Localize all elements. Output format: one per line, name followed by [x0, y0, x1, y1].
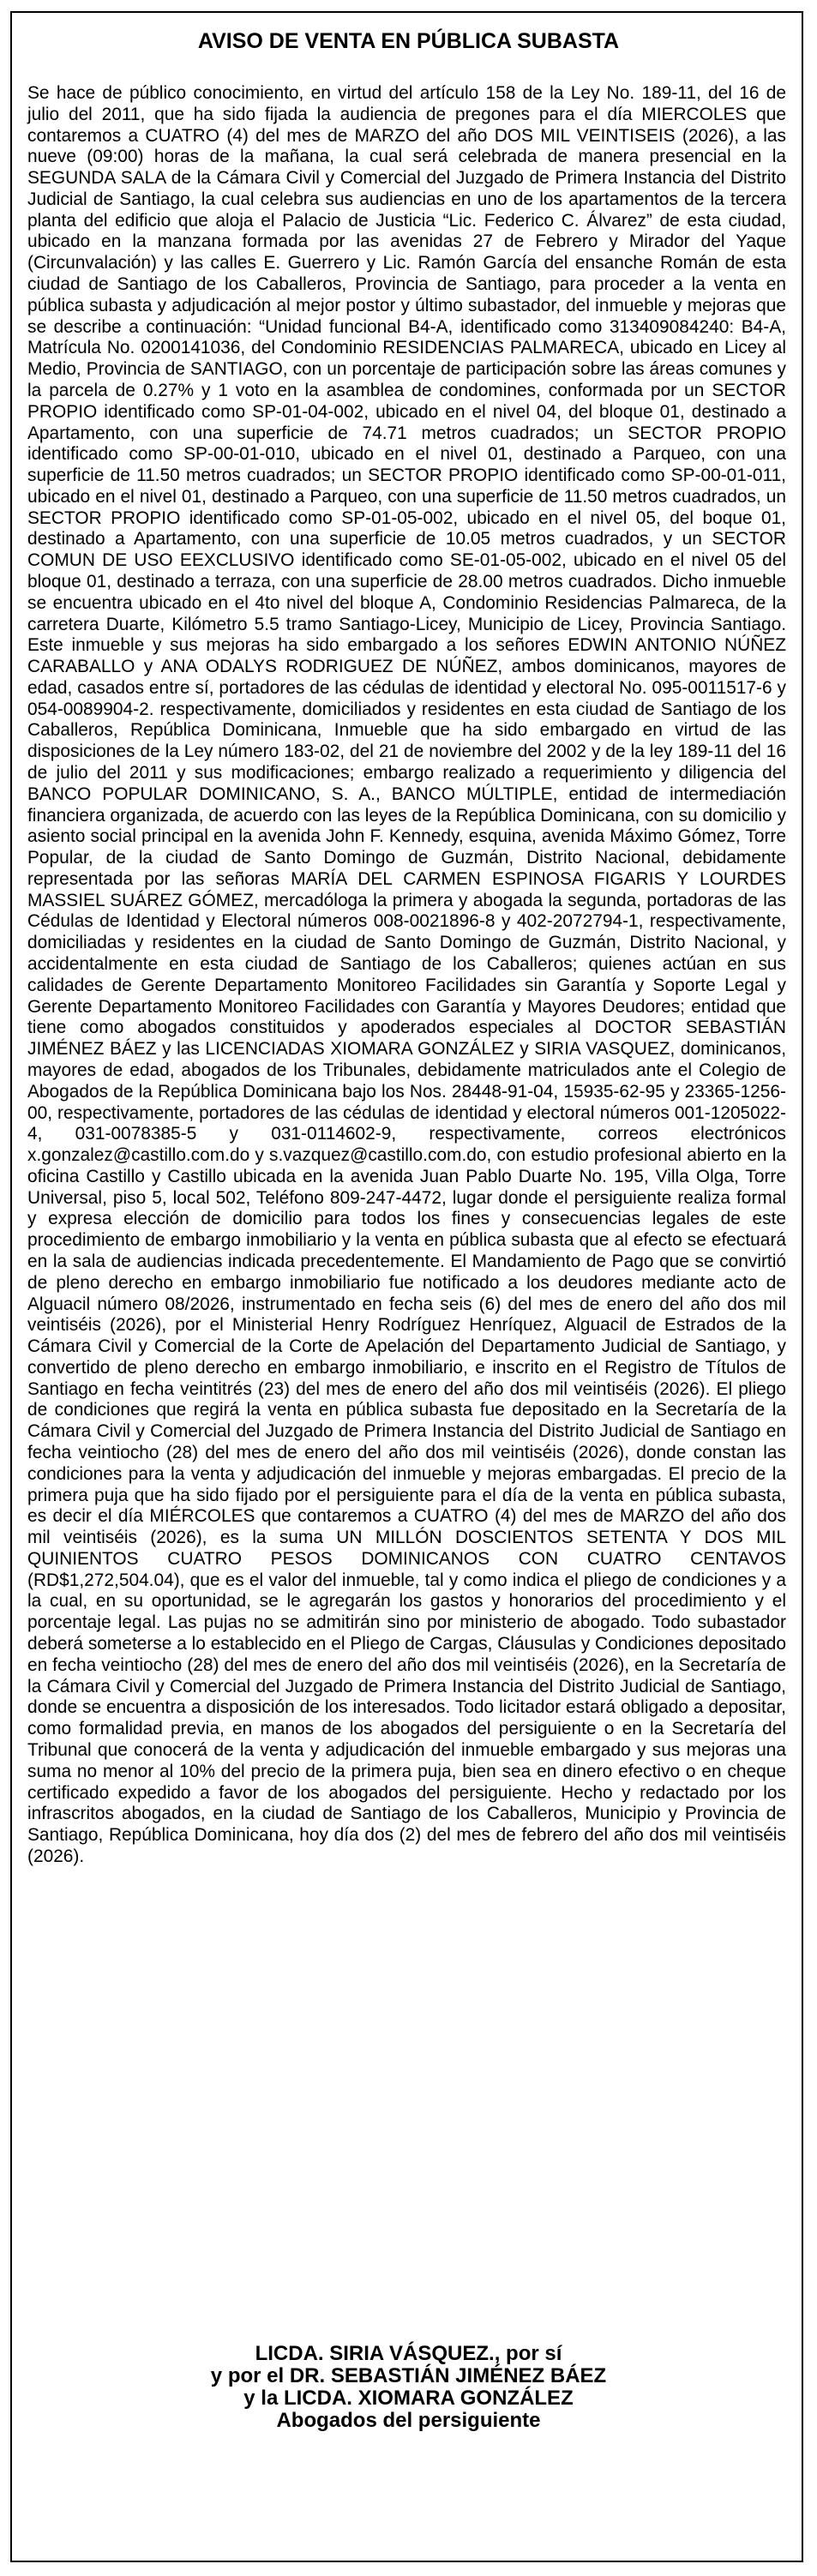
signature-line-3: y la LICDA. XIOMARA GONZÁLEZ [243, 2387, 574, 2410]
signature-line-2: y por el DR. SEBASTIÁN JIMÉNEZ BÁEZ [210, 2364, 607, 2387]
signature-line-1: LICDA. SIRIA VÁSQUEZ., por sí [255, 2342, 562, 2365]
notice-title: AVISO DE VENTA EN PÚBLICA SUBASTA [197, 29, 620, 53]
signature-line-4: Abogados del persiguiente [276, 2409, 541, 2432]
signature-block [0, 2343, 817, 2432]
notice-body: Se hace de público conocimiento, en virtud del artículo 158 de la Ley No. 189-11, del 16 de julio del 2011, que ha sido fijada la audiencia de pregones para el día MIERCOLES que contaremos a CUATRO (4) del mes de MARZO del año DOS MIL VEINTISEIS (2026), a las nueve (09:00) horas de la mañana, la cual será celebrada de manera presencial en la SEGUNDA SALA de la Cámara Civil y Comercial del Juzgado de Primera Instancia del Distrito Judicial de Santiago, la cual celebra sus audiencias en uno de los apartamentos de la tercera planta del edificio que aloja el Palacio de Justicia “Lic. Federico C. Álvarez” de esta ciudad, ubicado en la manzana formada por las avenidas 27 de Febrero y Mirador del Yaque (Circunvalación) y las calles E. Guerrero y Lic. Ramón García del ensanche Román de esta ciudad de Santiago de los Caballeros, Provincia de Santiago, para proceder a la venta en pública subasta y adjudicación al mejor postor y último subastador, del inmueble y mejoras que se describe a continuación: “Unidad funcional B4-A, identificado como 313409084240: B4-A, Matrícula No. 0200141036, del Condominio RESIDENCIAS PALMARECA, ubicado en Licey al Medio, Provincia de SANTIAGO, con un porcentaje de participación sobre las áreas comunes y la parcela de 0.27% y 1 voto en la asamblea de condomines, conformada por un SECTOR PROPIO identificado como SP-01-04-002, ubicado en el nivel 04, del bloque 01, destinado a Apartamento, con una superficie de 74.71 metros cuadrados; un SECTOR PROPIO identificado como SP-00-01-010, ubicado en el nivel 01, destinado a Parqueo, con una superficie de 11.50 metros cuadrados; un SECTOR PROPIO identificado como SP-00-01-011, ubicado en el nivel 01, destinado a Parqueo, con una superficie de 11.50 metros cuadrados, un SECTOR PROPIO identificado como SP-01-05-002, ubicado en el nivel 05, del boque 01, destinado a Apartamento, con una superficie de 10.05 metros cuadrados, y un SECTOR COMUN DE USO EEXCLUSIVO identificado como SE-01-05-002, ubicado en el nivel 05 del bloque 01, destinado a terraza, con una superficie de 28.00 metros cuadrados. Dicho inmueble se encuentra ubicado en el 4to nivel del bloque A, Condominio Residencias Palmareca, de la carretera Duarte, Kilómetro 5.5 tramo Santiago-Licey, Municipio de Licey, Provincia Santiago. Este inmueble y sus mejoras ha sido embargado a los señores EDWIN ANTONIO NÚÑEZ CARABALLO y ANA ODALYS RODRIGUEZ DE NÚÑEZ, ambos dominicanos, mayores de edad, casados entre sí, portadores de las cédulas de identidad y electoral No. 095-0011517-6 y 054-0089904-2. respectivamente, domiciliados y residentes en esta ciudad de Santiago de los Caballeros, República Dominicana, Inmueble que ha sido embargado en virtud de las disposiciones de la Ley número 183-02, del 21 de noviembre del 2002 y de la ley 189-11 del 16 de julio del 2011 y sus modificaciones; embargo realizado a requerimiento y diligencia del BANCO POPULAR DOMINICANO, S. A., BANCO MÚLTIPLE, entidad de intermediación financiera organizada, de acuerdo con las leyes de la República Dominicana, con su domicilio y asiento social principal en la avenida John F. Kennedy, esquina, avenida Máximo Gómez, Torre Popular, de la ciudad de Santo Domingo de Guzmán, Distrito Nacional, debidamente representada por las señoras MARÍA DEL CARMEN ESPINOSA FIGARIS Y LOURDES MASSIEL SUÁREZ GÓMEZ, mercadóloga la primera y abogada la segunda, portadoras de las Cédulas de Identidad y Electoral números 008-0021896-8 y 402-2072794-1, respectivamente, domiciliadas y residentes en la ciudad de Santo Domingo de Guzmán, Distrito Nacional, y accidentalmente en esta ciudad de Santiago de los Caballeros; quienes actúan en sus calidades de Gerente Departamento Monitoreo Facilidades sin Garantía y Soporte Legal y Gerente Departamento Monitoreo Facilidades con Garantía y Mayores Deudores; entidad que tiene como abogados constituidos y apoderados especiales al DOCTOR SEBASTIÁN JIMÉNEZ BÁEZ y las LICENCIADAS XIOMARA GONZÁLEZ y SIRIA VASQUEZ, dominicanos, mayores de edad, abogados de los Tribunales, debidamente matriculados ante el Colegio de Abogados de la República Dominicana bajo los Nos. 28448-91-04, 15935-62-95 y 23365-1256-00, respectivamente, portadores de las cédulas de identidad y electoral números 001-1205022-4, 031-0078385-5 y 031-0114602-9, respectivamente, correos electrónicos x.gonzalez@castillo.com.do y s.vazquez@castillo.com.do, con estudio profesional abierto en la oficina Castillo y Castillo ubicada en la avenida Juan Pablo Duarte No. 195, Villa Olga, Torre Universal, piso 5, local 502, Teléfono 809-247-4472, lugar donde el persiguiente realiza formal y expresa elección de domicilio para todos los fines y consecuencias legales de este procedimiento de embargo inmobiliario y la venta en pública subasta que al efecto se efectuará en la sala de audiencias indicada precedentemente. El Mandamiento de Pago que se convirtió de pleno derecho en embargo inmobiliario fue notificado a los deudores mediante acto de Alguacil número 08/2026, instrumentado en fecha seis (6) del mes de enero del año dos mil veintiséis (2026), por el Ministerial Henry Rodríguez Henríquez, Alguacil de Estrados de la Cámara Civil y Comercial de la Corte de Apelación del Departamento Judicial de Santiago, y convertido de pleno derecho en embargo inmobiliario, e inscrito en el Registro de Títulos de Santiago en fecha veintitrés (23) del mes de enero del año dos mil veintiséis (2026). El pliego de condiciones que regirá la venta en pública subasta fue depositado en la Secretaría de la Cámara Civil y Comercial del Juzgado de Primera Instancia del Distrito Judicial de Santiago en fecha veintiocho (28) del mes de enero del año dos mil veintiséis (2026), donde constan las condiciones para la venta y adjudicación del inmueble y mejoras embargadas. El precio de la primera puja que ha sido fijado por el persiguiente para el día de la venta en pública subasta, es decir el día MIÉRCOLES que contaremos a CUATRO (4) del mes de MARZO del año dos mil veintiséis (2026), es la suma UN MILLÓN DOSCIENTOS SETENTA Y DOS MIL QUINIENTOS CUATRO PESOS DOMINICANOS CON CUATRO CENTAVOS (RD$1,272,504.04), que es el valor del inmueble, tal y como indica el pliego de condiciones y a la cual, en su oportunidad, se le agregarán los gastos y honorarios del procedimiento y el porcentaje legal. Las pujas no se admitirán sino por ministerio de abogado. Todo subastador deberá someterse a lo establecido en el Pliego de Cargas, Cláusulas y Condiciones depositado en fecha veintiocho (28) del mes de enero del año dos mil veintiséis (2026), en la Secretaría de la Cámara Civil y Comercial del Juzgado de Primera Instancia del Distrito Judicial de Santiago, donde se encuentra a disposición de los interesados. Todo licitador estará obligado a depositar, como formalidad previa, en manos de los abogados del persiguiente o en la Secretaría del Tribunal que conocerá de la venta y adjudicación del inmueble embargado y sus mejoras una suma no menor al 10% del precio de la primera puja, bien sea en dinero efectivo o en cheque certificado expedido a favor de los abogados del persiguiente. Hecho y redactado por los infrascritos abogados, en la ciudad de Santiago de los Caballeros, Municipio y Provincia de Santiago, República Dominicana, hoy día dos (2) del mes de febrero del año dos mil veintiséis (2026). [27, 83, 786, 1866]
